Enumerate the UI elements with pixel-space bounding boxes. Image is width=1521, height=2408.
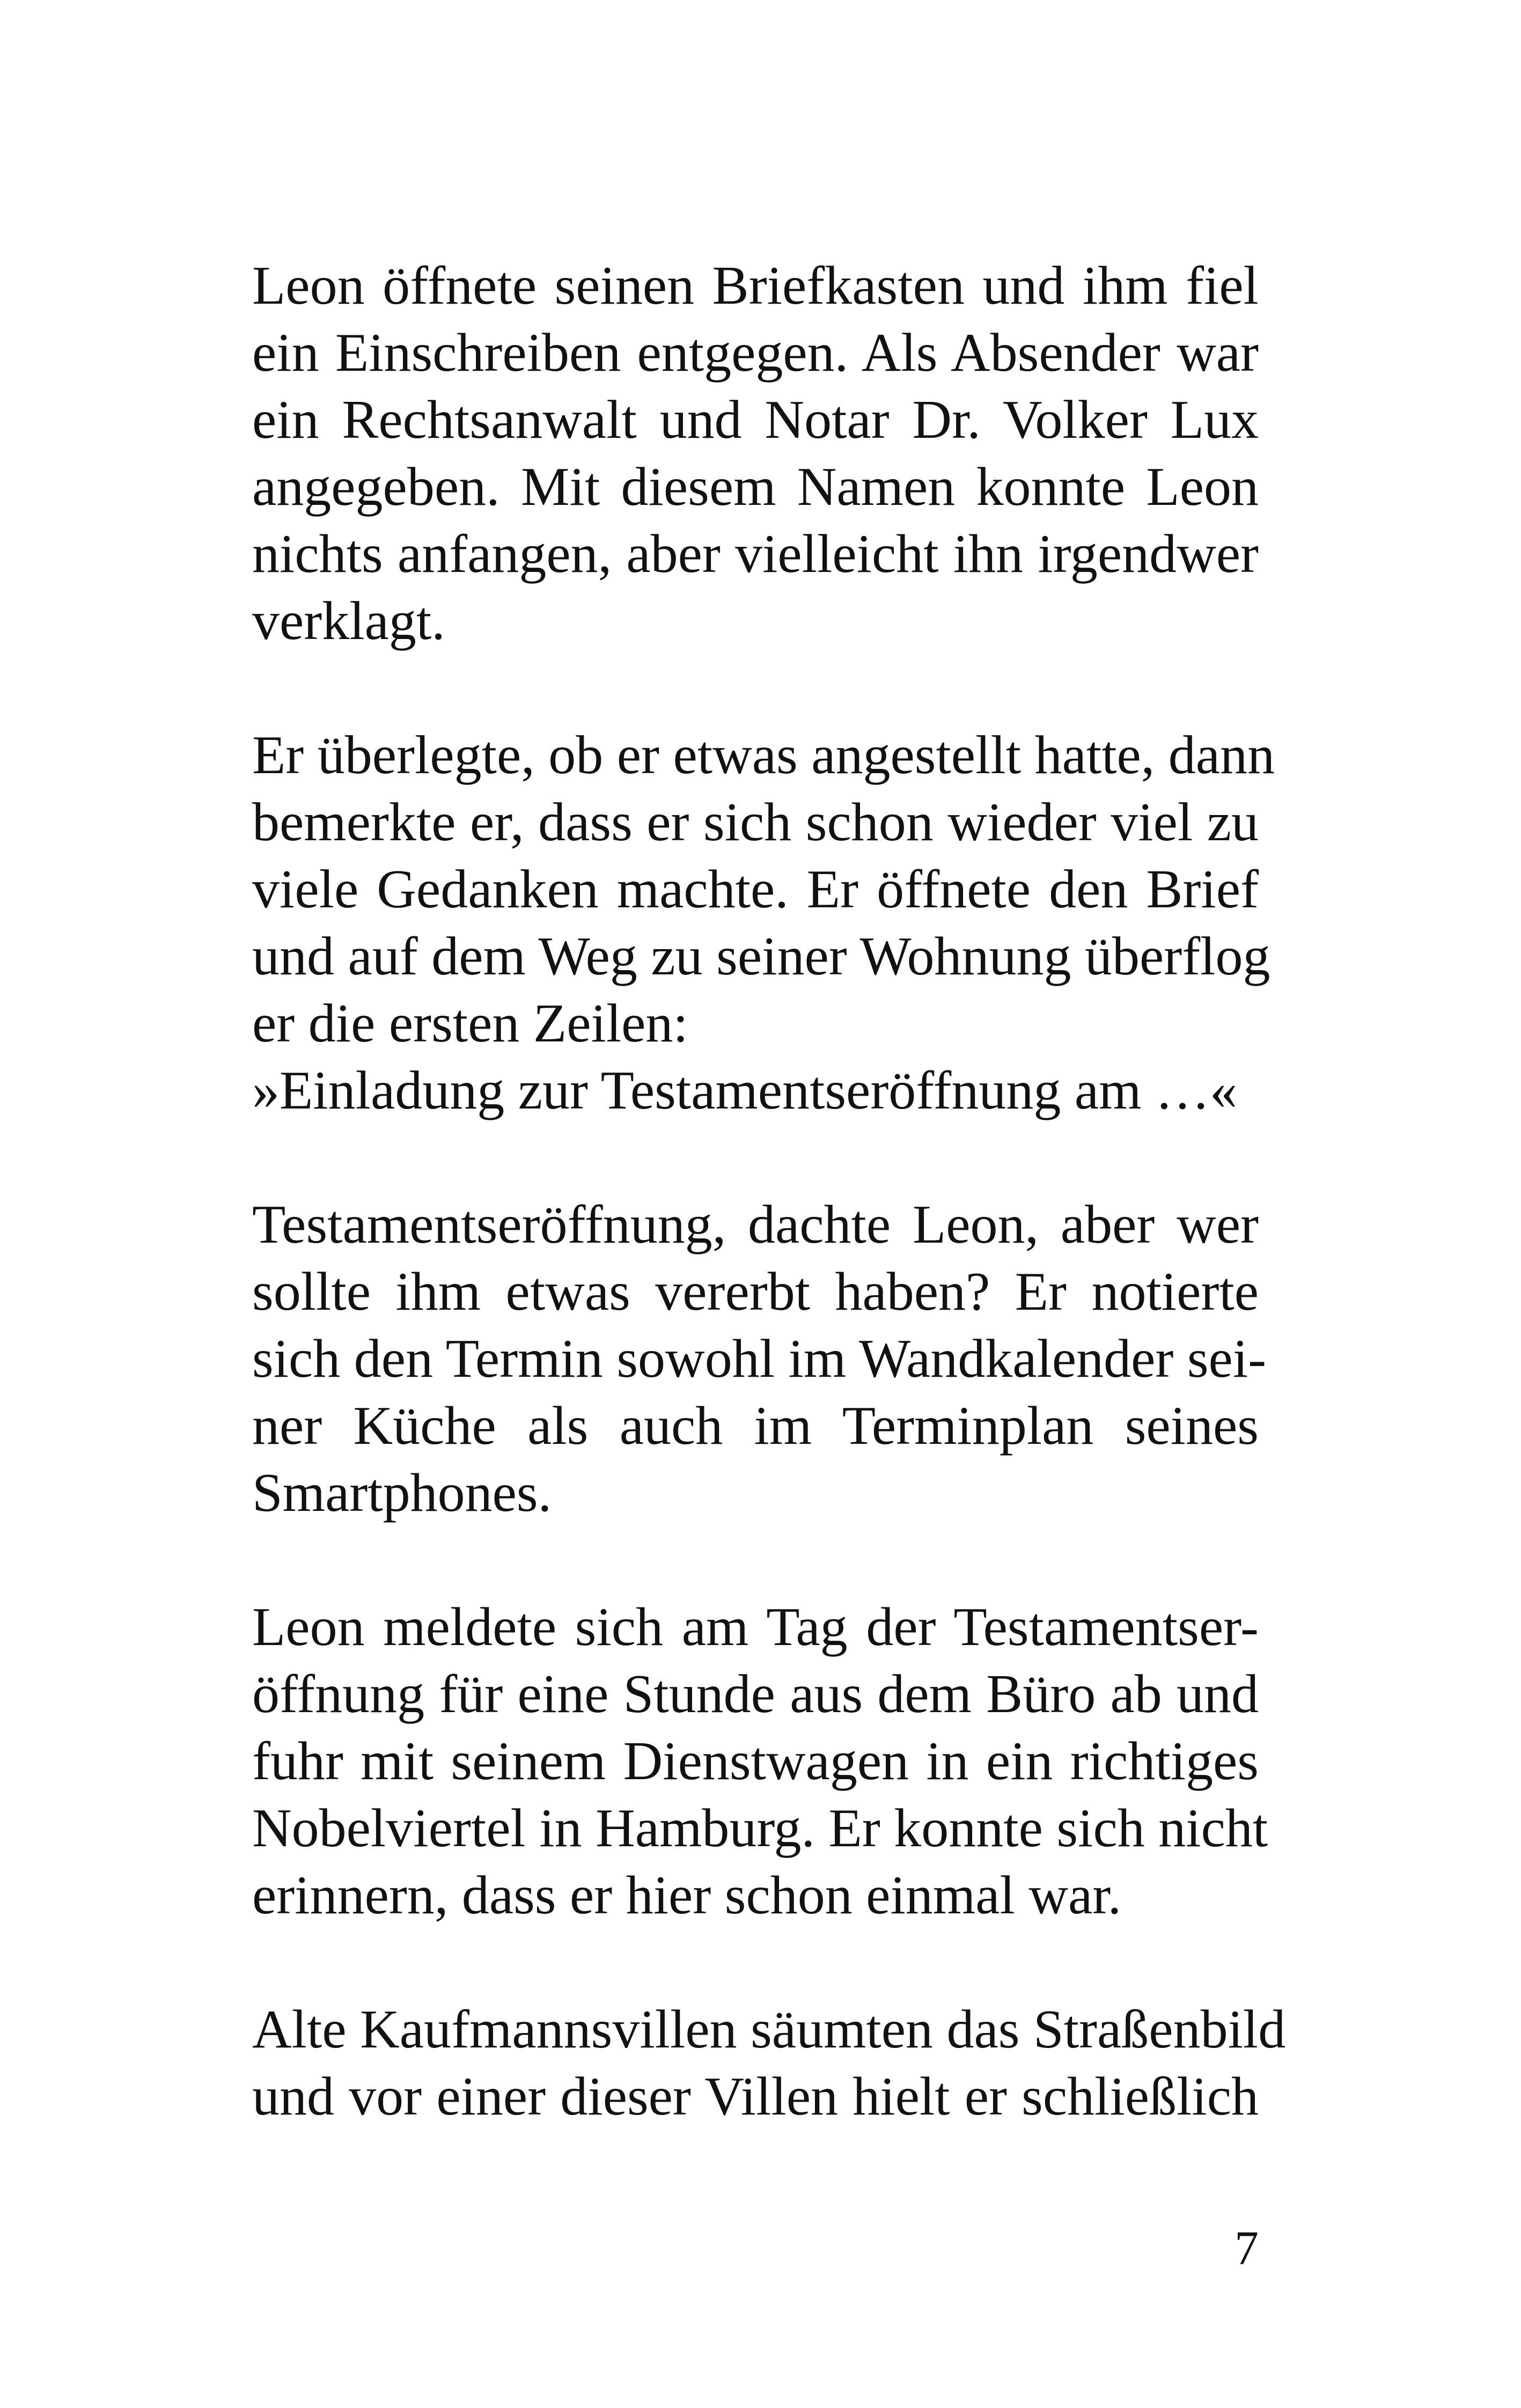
paragraph-gap [252, 1124, 1259, 1191]
paragraph [252, 252, 1259, 655]
paragraph-gap [252, 655, 1259, 722]
text-line: erinnern, dass er hier schon einmal war. [252, 1865, 1122, 1926]
text-line: viele Gedanken machte. Er öffnete den Brief [252, 859, 1259, 920]
text-line: er die ersten Zeilen: [252, 993, 688, 1054]
text-line: fuhr mit seinem Dienstwagen in ein richtiges [252, 1731, 1259, 1792]
paragraph [252, 1996, 1286, 2130]
text-line: Alte Kaufmannsvillen säumten das Straßenbild [252, 1999, 1286, 2060]
text-line: nichts anfangen, aber vielleicht ihn irgendwer [252, 524, 1259, 584]
text-line: verklagt. [252, 591, 445, 651]
body-text [252, 252, 1286, 2130]
text-line: sollte ihm etwas vererbt haben? Er notierte [252, 1261, 1259, 1322]
text-line: ein Einschreiben entgegen. Als Absender war [252, 322, 1259, 383]
text-line: Leon öffnete seinen Briefkasten und ihm fiel [252, 255, 1259, 316]
text-line: ner Küche als auch im Terminplan seines [252, 1396, 1259, 1456]
text-line: bemerkte er, dass er sich schon wieder viel zu [252, 792, 1259, 853]
text-line: Nobelviertel in Hamburg. Er konnte sich nicht [252, 1798, 1268, 1859]
text-line: und auf dem Weg zu seiner Wohnung überflog [252, 926, 1270, 987]
text-line: Smartphones. [252, 1463, 552, 1523]
text-line: sich den Termin sowohl im Wandkalender sei- [252, 1328, 1267, 1389]
text-line: »Einladung zur Testamentseröffnung am …« [252, 1060, 1237, 1121]
text-line: angegeben. Mit diesem Namen konnte Leon [252, 457, 1259, 517]
page-number: 7 [1235, 2222, 1259, 2275]
paragraph [252, 722, 1275, 1124]
text-line: Testamentseröffnung, dachte Leon, aber wer [252, 1194, 1259, 1255]
text-line: öffnung für eine Stunde aus dem Büro ab und [252, 1664, 1259, 1724]
text-line: Leon meldete sich am Tag der Testamentser- [252, 1597, 1259, 1657]
paragraph-gap [252, 1526, 1259, 1594]
paragraph-gap [252, 1929, 1259, 1996]
paragraph [252, 1191, 1267, 1526]
text-line: Er überlegte, ob er etwas angestellt hatte, dann [252, 725, 1275, 785]
paragraph [252, 1594, 1268, 1929]
text-line: und vor einer dieser Villen hielt er schließlich [252, 2066, 1259, 2127]
text-line: ein Rechtsanwalt und Notar Dr. Volker Lux [252, 390, 1259, 450]
